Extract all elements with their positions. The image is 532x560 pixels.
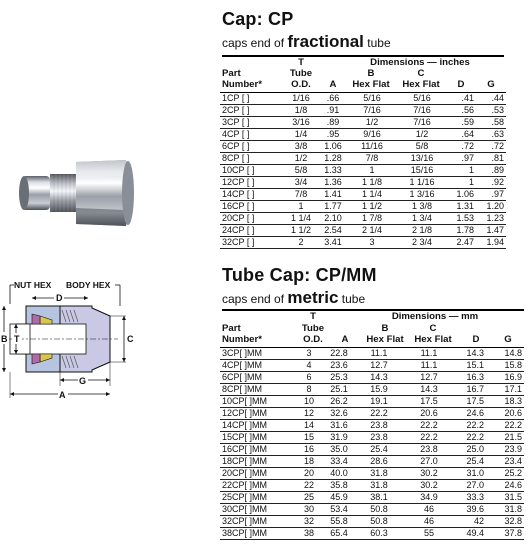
metric-cell: 16.3 [454, 372, 486, 384]
dim-g-label: G [79, 376, 87, 386]
frac-h-od: O.D. [291, 79, 311, 90]
frac-cell: .72 [476, 141, 506, 153]
metric-cell: 60.3 [354, 528, 404, 540]
metric-cell: 31.8 [486, 504, 524, 516]
metric-h-bsub: Hex Flat [366, 334, 404, 345]
metric-cell: 23.4 [486, 456, 524, 468]
metric-cell: 28.6 [354, 456, 404, 468]
metric-cell: 15.9 [354, 384, 404, 396]
metric-row [220, 420, 524, 432]
frac-cell: 1.06 [318, 141, 348, 153]
metric-cell: 25.4 [354, 444, 404, 456]
metric-cell: 22.2 [354, 408, 404, 420]
metric-cell: 31.8 [354, 468, 404, 480]
frac-cell: .66 [318, 93, 348, 105]
metric-cell: 30.2 [404, 468, 454, 480]
metric-cell: 39.6 [454, 504, 486, 516]
frac-cell: 1 3/8 [396, 201, 448, 213]
metric-cell: 25.2 [486, 468, 524, 480]
frac-row [220, 129, 506, 141]
frac-cell: 5/16 [396, 93, 448, 105]
metric-cell: 23.8 [354, 432, 404, 444]
metric-cell: 22CP[ ]MM [220, 480, 294, 492]
frac-cell: 1 1/4 [284, 213, 318, 225]
frac-row [220, 189, 506, 201]
metric-cell: 11.1 [354, 348, 404, 360]
metric-cell: 50.8 [354, 504, 404, 516]
frac-cell: 5/8 [396, 141, 448, 153]
frac-cell: 3/16 [284, 117, 318, 129]
frac-h-csub: Hex Flat [402, 79, 440, 90]
metric-cell: 25.0 [454, 444, 486, 456]
frac-h-part: Part [222, 68, 241, 79]
frac-h-c: C [417, 68, 425, 79]
metric-cell: 12.7 [354, 360, 404, 372]
metric-row [220, 492, 524, 504]
frac-cell: 4CP [ ] [220, 129, 284, 141]
frac-cell: 1.78 [448, 225, 476, 237]
frac-cell: 2 3/4 [396, 237, 448, 249]
frac-cell: 1 [448, 165, 476, 177]
metric-cell: 15 [294, 432, 324, 444]
frac-table [220, 92, 506, 249]
metric-cell: 45.9 [324, 492, 354, 504]
metric-cell: 24.6 [486, 480, 524, 492]
frac-cell: .64 [448, 129, 476, 141]
frac-cell: 2.10 [318, 213, 348, 225]
metric-row [220, 372, 524, 384]
dim-c-label: C [127, 334, 134, 344]
metric-cell: 23.9 [486, 444, 524, 456]
metric-cell: 31.9 [324, 432, 354, 444]
frac-cell: .72 [448, 141, 476, 153]
frac-cell: 1 1/4 [348, 189, 396, 201]
metric-cell: 40.0 [324, 468, 354, 480]
frac-row [220, 117, 506, 129]
metric-cell: 12 [294, 408, 324, 420]
metric-cell: 32.6 [324, 408, 354, 420]
frac-cell: 3CP [ ] [220, 117, 284, 129]
metric-cell: 23.8 [404, 444, 454, 456]
frac-cell: 1 [284, 201, 318, 213]
frac-cell: .97 [476, 189, 506, 201]
metric-cell: 14.3 [404, 384, 454, 396]
metric-row [220, 360, 524, 372]
metric-cell: 20CP[ ]MM [220, 468, 294, 480]
frac-cell: .41 [448, 93, 476, 105]
metric-subtitle-emph: metric [287, 288, 339, 307]
frac-row [220, 237, 506, 249]
dim-t-label: T [14, 334, 20, 344]
metric-h-csub: Hex Flat [414, 334, 452, 345]
body-hex-label: BODY HEX [66, 280, 111, 290]
metric-cell: 16.7 [454, 384, 486, 396]
frac-h-bsub: Hex Flat [352, 79, 390, 90]
metric-cell: 37.8 [486, 528, 524, 540]
frac-subtitle-pre: caps end of [222, 36, 288, 50]
frac-cell: 15/16 [396, 165, 448, 177]
metric-cell: 3CP[ ]MM [220, 348, 294, 360]
metric-h-dims: Dimensions — mm [391, 311, 479, 322]
frac-h-tube: Tube [289, 68, 313, 79]
frac-cell: 1 3/4 [396, 213, 448, 225]
frac-cell: 3.41 [318, 237, 348, 249]
frac-cell: 1/4 [284, 129, 318, 141]
frac-cell: .97 [448, 153, 476, 165]
frac-cell: 7/8 [284, 189, 318, 201]
metric-cell: 8CP[ ]MM [220, 384, 294, 396]
frac-cell: 1 1/16 [396, 177, 448, 189]
metric-subtitle-pre: caps end of [222, 292, 288, 306]
frac-cell: 1 [348, 165, 396, 177]
frac-cell: .81 [476, 153, 506, 165]
metric-row [220, 480, 524, 492]
metric-cell: 34.9 [404, 492, 454, 504]
metric-cell: 22 [294, 480, 324, 492]
frac-h-g: G [487, 79, 495, 90]
metric-row [220, 444, 524, 456]
metric-cell: 30.2 [404, 480, 454, 492]
frac-cell: 1CP [ ] [220, 93, 284, 105]
frac-cell: 2 [284, 237, 318, 249]
frac-cell: 1 3/16 [396, 189, 448, 201]
frac-subtitle-emph: fractional [287, 32, 364, 51]
frac-cell: .44 [476, 93, 506, 105]
frac-cell: 1 7/8 [348, 213, 396, 225]
frac-cell: 11/16 [348, 141, 396, 153]
metric-h-partnum: Number* [222, 334, 262, 345]
frac-h-t: T [298, 57, 304, 68]
metric-cell: 32CP[ ]MM [220, 516, 294, 528]
metric-cell: 17.1 [486, 384, 524, 396]
nut-hex-label: NUT HEX [14, 280, 52, 290]
metric-cell: 65.4 [324, 528, 354, 540]
frac-cell: .59 [448, 117, 476, 129]
frac-cell: 24CP [ ] [220, 225, 284, 237]
cap-fitting-photo [14, 152, 220, 236]
metric-cell: 14.3 [454, 348, 486, 360]
frac-cell: 1 [448, 177, 476, 189]
frac-cell: 9/16 [348, 129, 396, 141]
metric-cell: 24.6 [454, 408, 486, 420]
metric-cell: 4CP[ ]MM [220, 360, 294, 372]
metric-cell: 27.0 [404, 456, 454, 468]
metric-cell: 18.3 [486, 396, 524, 408]
dim-b-label: B [1, 334, 8, 344]
frac-cell: 12CP [ ] [220, 177, 284, 189]
frac-h-partnum: Number* [222, 79, 262, 90]
frac-h-d: D [457, 79, 465, 90]
frac-cell: 2.54 [318, 225, 348, 237]
frac-cell: 1.23 [476, 213, 506, 225]
frac-cell: 1.28 [318, 153, 348, 165]
metric-row [220, 396, 524, 408]
metric-cell: 10 [294, 396, 324, 408]
metric-row [220, 528, 524, 540]
metric-title: Tube Cap: CP/MM [222, 265, 377, 285]
frac-cell: 1/2 [284, 153, 318, 165]
metric-cell: 22.8 [324, 348, 354, 360]
metric-cell: 32 [294, 516, 324, 528]
metric-h-part: Part [222, 323, 241, 334]
metric-h-b: B [381, 323, 389, 334]
metric-cell: 12.7 [404, 372, 454, 384]
frac-cell: .63 [476, 129, 506, 141]
frac-subtitle [222, 32, 391, 52]
frac-cell: 1.41 [318, 189, 348, 201]
frac-cell: 1 1/2 [348, 201, 396, 213]
metric-h-a: A [341, 334, 349, 345]
metric-cell: 6CP[ ]MM [220, 372, 294, 384]
metric-h-c: C [429, 323, 437, 334]
metric-cell: 14CP[ ]MM [220, 420, 294, 432]
frac-row [220, 141, 506, 153]
frac-cell: 1 1/8 [348, 177, 396, 189]
frac-subtitle-post: tube [363, 36, 391, 50]
metric-cell: 31.0 [454, 468, 486, 480]
metric-cell: 20.6 [404, 408, 454, 420]
frac-cell: .89 [318, 117, 348, 129]
frac-cell: 2 1/8 [396, 225, 448, 237]
metric-h-t: T [310, 311, 316, 322]
frac-cell: 20CP [ ] [220, 213, 284, 225]
frac-cell: 14CP [ ] [220, 189, 284, 201]
frac-cell: 1.47 [476, 225, 506, 237]
frac-row [220, 201, 506, 213]
metric-cell: 35.8 [324, 480, 354, 492]
frac-cell: 16CP [ ] [220, 201, 284, 213]
metric-cell: 38.1 [354, 492, 404, 504]
frac-cell: .95 [318, 129, 348, 141]
cross-section-diagram [0, 276, 140, 400]
metric-cell: 25.4 [454, 456, 486, 468]
frac-cell: 7/8 [348, 153, 396, 165]
metric-cell: 20.6 [486, 408, 524, 420]
metric-row [220, 516, 524, 528]
frac-h-dims: Dimensions — inches [370, 57, 470, 68]
metric-row [220, 468, 524, 480]
frac-cell: 3/8 [284, 141, 318, 153]
frac-cell: 1.20 [476, 201, 506, 213]
metric-cell: 18 [294, 456, 324, 468]
frac-cell: 1.94 [476, 237, 506, 249]
metric-cell: 31.6 [324, 420, 354, 432]
metric-cell: 16 [294, 444, 324, 456]
frac-cell: 13/16 [396, 153, 448, 165]
metric-row [220, 504, 524, 516]
frac-cell: 7/16 [396, 105, 448, 117]
metric-cell: 12CP[ ]MM [220, 408, 294, 420]
metric-cell: 30 [294, 504, 324, 516]
frac-row [220, 213, 506, 225]
metric-subtitle [222, 288, 365, 308]
frac-cell: .53 [476, 105, 506, 117]
metric-cell: 4 [294, 360, 324, 372]
metric-cell: 22.2 [486, 420, 524, 432]
frac-cell: 1/16 [284, 93, 318, 105]
metric-cell: 15.8 [486, 360, 524, 372]
metric-cell: 31.8 [354, 480, 404, 492]
frac-cell: 1.53 [448, 213, 476, 225]
dim-d-label: D [56, 293, 63, 303]
metric-cell: 42 [454, 516, 486, 528]
frac-cell: 1.31 [448, 201, 476, 213]
back-ferrule [32, 314, 40, 324]
metric-cell: 23.8 [354, 420, 404, 432]
frac-cell: 6CP [ ] [220, 141, 284, 153]
frac-cell: .89 [476, 165, 506, 177]
metric-cell: 14.8 [486, 348, 524, 360]
frac-row [220, 105, 506, 117]
frac-cell: 1.33 [318, 165, 348, 177]
frac-cell: 3 [348, 237, 396, 249]
metric-cell: 11.1 [404, 348, 454, 360]
frac-row [220, 93, 506, 105]
metric-row [220, 408, 524, 420]
frac-cell: .92 [476, 177, 506, 189]
metric-cell: 26.2 [324, 396, 354, 408]
metric-cell: 27.0 [454, 480, 486, 492]
metric-cell: 33.4 [324, 456, 354, 468]
frac-cell: 7/16 [348, 105, 396, 117]
frac-cell: 3/4 [284, 177, 318, 189]
frac-row [220, 165, 506, 177]
frac-row [220, 177, 506, 189]
metric-cell: 32.8 [486, 516, 524, 528]
dim-a-label: A [59, 390, 66, 400]
metric-cell: 15.1 [454, 360, 486, 372]
metric-h-g: G [504, 334, 512, 345]
metric-cell: 38CP[ ]MM [220, 528, 294, 540]
frac-cell: 1.06 [448, 189, 476, 201]
metric-cell: 8 [294, 384, 324, 396]
frac-cell: 1.36 [318, 177, 348, 189]
frac-cell: 1.77 [318, 201, 348, 213]
metric-cell: 21.5 [486, 432, 524, 444]
frac-cell: 8CP [ ] [220, 153, 284, 165]
metric-cell: 49.4 [454, 528, 486, 540]
metric-cell: 30CP[ ]MM [220, 504, 294, 516]
metric-cell: 46 [404, 504, 454, 516]
metric-cell: 53.4 [324, 504, 354, 516]
frac-cell: 2.47 [448, 237, 476, 249]
metric-row [220, 456, 524, 468]
metric-cell: 25.3 [324, 372, 354, 384]
metric-cell: 35.0 [324, 444, 354, 456]
metric-cell: 6 [294, 372, 324, 384]
metric-row [220, 348, 524, 360]
metric-cell: 17.5 [454, 396, 486, 408]
frac-cell: .58 [476, 117, 506, 129]
metric-cell: 11.1 [404, 360, 454, 372]
metric-h-tube: Tube [301, 323, 325, 334]
frac-cell: 32CP [ ] [220, 237, 284, 249]
metric-row [220, 432, 524, 444]
frac-cell: 1/2 [396, 129, 448, 141]
metric-h-od: O.D. [303, 334, 323, 345]
frac-cell: 5/16 [348, 93, 396, 105]
frac-cell: .91 [318, 105, 348, 117]
metric-cell: 17.5 [404, 396, 454, 408]
frac-cell: 1 1/2 [284, 225, 318, 237]
metric-cell: 25.1 [324, 384, 354, 396]
frac-cell: 2 1/4 [348, 225, 396, 237]
metric-table [220, 347, 524, 540]
metric-cell: 22.2 [404, 420, 454, 432]
metric-cell: 10CP[ ]MM [220, 396, 294, 408]
metric-h-d: D [472, 334, 480, 345]
frac-cell: 2CP [ ] [220, 105, 284, 117]
metric-cell: 31.5 [486, 492, 524, 504]
frac-cell: .56 [448, 105, 476, 117]
metric-subtitle-post: tube [338, 292, 366, 306]
frac-cell: 1/8 [284, 105, 318, 117]
frac-cell: 7/16 [396, 117, 448, 129]
metric-cell: 15CP[ ]MM [220, 432, 294, 444]
metric-cell: 14.3 [354, 372, 404, 384]
metric-cell: 38 [294, 528, 324, 540]
metric-cell: 55 [404, 528, 454, 540]
metric-cell: 22.2 [454, 420, 486, 432]
frac-cell: 10CP [ ] [220, 165, 284, 177]
metric-cell: 19.1 [354, 396, 404, 408]
frac-h-b: B [367, 68, 375, 79]
metric-cell: 33.3 [454, 492, 486, 504]
metric-cell: 25 [294, 492, 324, 504]
metric-cell: 22.2 [404, 432, 454, 444]
frac-row [220, 225, 506, 237]
metric-cell: 18CP[ ]MM [220, 456, 294, 468]
frac-row [220, 153, 506, 165]
metric-cell: 20 [294, 468, 324, 480]
metric-cell: 3 [294, 348, 324, 360]
metric-cell: 25CP[ ]MM [220, 492, 294, 504]
frac-h-a: A [329, 79, 337, 90]
metric-cell: 14 [294, 420, 324, 432]
metric-cell: 46 [404, 516, 454, 528]
metric-cell: 16.9 [486, 372, 524, 384]
metric-cell: 22.2 [454, 432, 486, 444]
metric-row [220, 384, 524, 396]
metric-cell: 50.8 [354, 516, 404, 528]
frac-title: Cap: CP [222, 9, 294, 29]
metric-cell: 23.6 [324, 360, 354, 372]
metric-cell: 16CP[ ]MM [220, 444, 294, 456]
frac-cell: 1/2 [348, 117, 396, 129]
frac-cell: 5/8 [284, 165, 318, 177]
metric-cell: 55.8 [324, 516, 354, 528]
